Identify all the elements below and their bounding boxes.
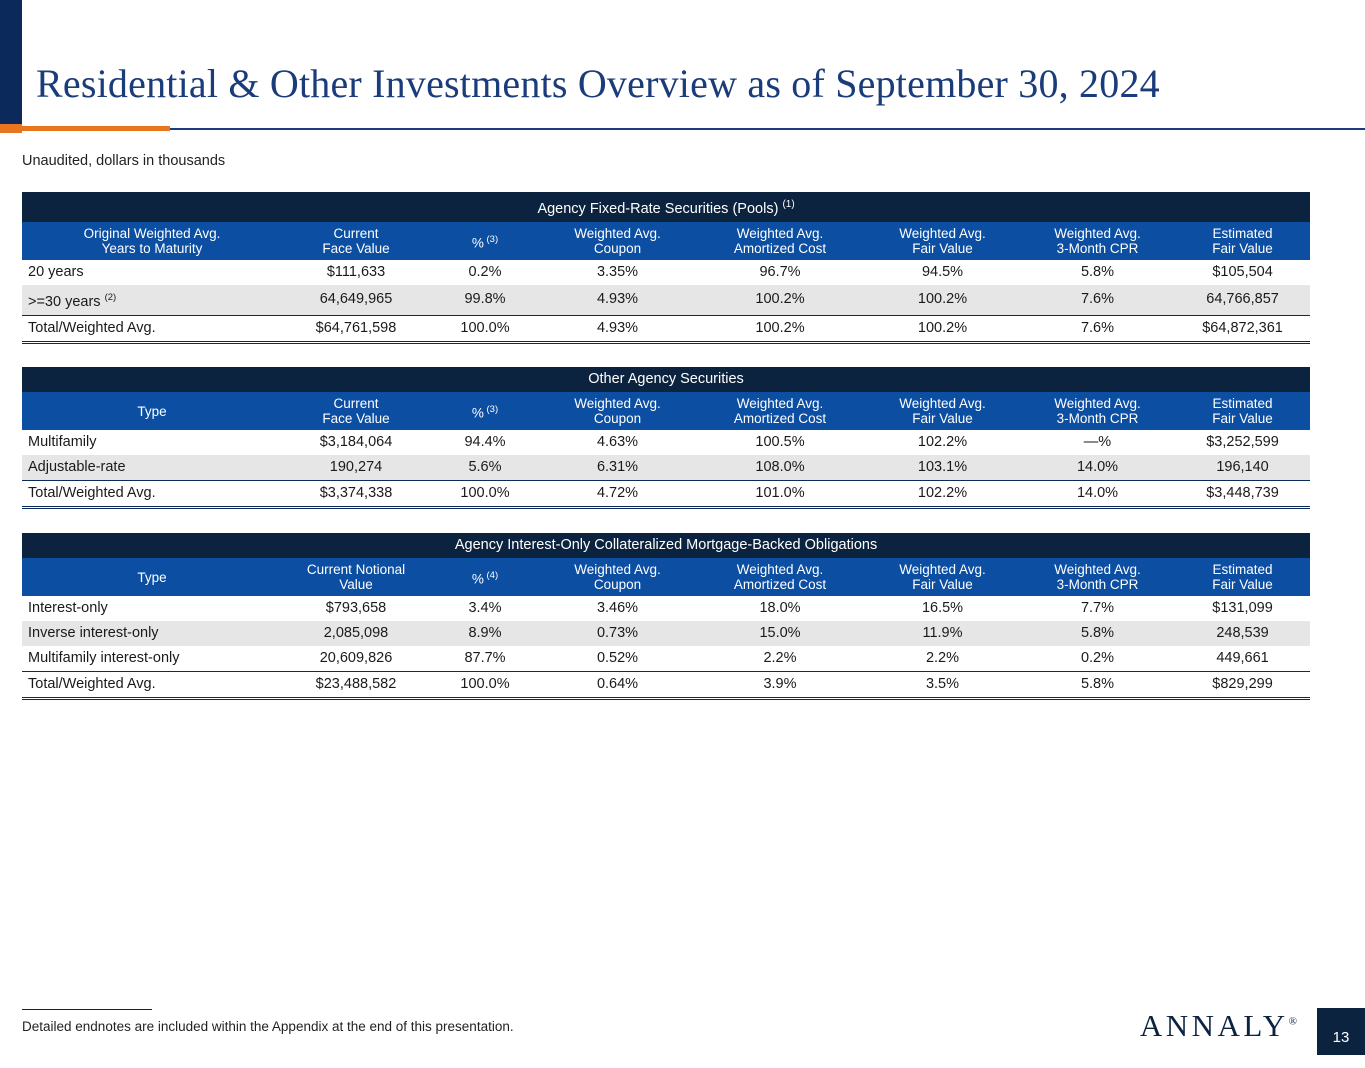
table-cell: $23,488,582 bbox=[282, 672, 430, 699]
table-row bbox=[22, 596, 1310, 621]
table-header-row bbox=[22, 392, 1310, 430]
table-cell: 100.2% bbox=[865, 315, 1020, 342]
column-header: Weighted Avg. Fair Value bbox=[865, 392, 1020, 430]
table-cell: 3.35% bbox=[596, 263, 639, 280]
table-cell: $793,658 bbox=[325, 600, 387, 616]
table-cell: 102.2% bbox=[917, 434, 968, 450]
table-cell: 100.2% bbox=[695, 285, 865, 315]
table-cell: 3.46% bbox=[596, 600, 639, 616]
column-header: Weighted Avg. Coupon bbox=[540, 392, 695, 430]
table-cell: 190,274 bbox=[282, 455, 430, 481]
table-cell: $3,374,338 bbox=[282, 481, 430, 508]
table-row bbox=[22, 646, 1310, 672]
title-side-bar-accent bbox=[0, 124, 22, 133]
table-cell: $64,761,598 bbox=[282, 315, 430, 342]
row-label: Multifamily bbox=[28, 434, 97, 450]
column-header: Weighted Avg. 3-Month CPR bbox=[1020, 392, 1175, 430]
table-cell: —% bbox=[1083, 434, 1112, 450]
table-cell: 20,609,826 bbox=[319, 650, 393, 666]
page-number-badge: 13 bbox=[1317, 1008, 1365, 1055]
table-cell: $3,448,739 bbox=[1175, 481, 1310, 508]
column-header: Weighted Avg. Coupon bbox=[540, 222, 695, 260]
table-cell: 14.0% bbox=[1020, 455, 1175, 481]
table-cell: 4.93% bbox=[540, 315, 695, 342]
annaly-logo-text: ANNALY bbox=[1139, 1008, 1289, 1043]
table-cell: 196,140 bbox=[1175, 455, 1310, 481]
table-cell: 0.52% bbox=[596, 650, 639, 666]
table-cell: $3,252,599 bbox=[1206, 434, 1279, 450]
column-header: Current Face Value bbox=[282, 392, 430, 430]
table-cell: 18.0% bbox=[759, 600, 801, 616]
table-cell: 7.6% bbox=[1020, 285, 1175, 315]
table-band-title-row bbox=[22, 192, 1310, 222]
column-header: Weighted Avg. 3-Month CPR bbox=[1020, 222, 1175, 260]
table-cell: 0.64% bbox=[540, 672, 695, 699]
table-cell: 94.5% bbox=[921, 263, 964, 280]
column-header: Weighted Avg. Fair Value bbox=[865, 558, 1020, 596]
column-header: Current Notional Value bbox=[282, 558, 430, 596]
row-label: Inverse interest-only bbox=[22, 621, 282, 646]
table-cell: $829,299 bbox=[1175, 672, 1310, 699]
table-cell: 15.0% bbox=[695, 621, 865, 646]
row-label: >=30 years $^{(2)}$ bbox=[22, 285, 282, 315]
table-block-agency-fixed-rate bbox=[22, 192, 1310, 344]
column-header: Weighted Avg. Amortized Cost bbox=[695, 558, 865, 596]
column-header: Current Face Value bbox=[282, 222, 430, 260]
table-cell: 2.2% bbox=[763, 650, 797, 666]
registered-mark-icon: ® bbox=[1288, 1015, 1297, 1028]
table-cell: 5.8% bbox=[1020, 672, 1175, 699]
table-block-agency-interest-only bbox=[22, 533, 1310, 700]
table-cell: 108.0% bbox=[695, 455, 865, 481]
data-table bbox=[22, 192, 1310, 344]
table-cell: $64,872,361 bbox=[1175, 315, 1310, 342]
table-cell: 5.8% bbox=[1020, 621, 1175, 646]
table-cell: 6.31% bbox=[540, 455, 695, 481]
table-cell: 16.5% bbox=[921, 600, 964, 616]
table-cell: 5.6% bbox=[430, 455, 540, 481]
table-title: Other Agency Securities bbox=[22, 367, 1310, 392]
table-total-row bbox=[22, 481, 1310, 508]
table-cell: 94.4% bbox=[464, 434, 506, 450]
table-cell: 100.0% bbox=[430, 481, 540, 508]
table-cell: 8.9% bbox=[430, 621, 540, 646]
table-row bbox=[22, 285, 1310, 315]
table-cell: 3.4% bbox=[468, 600, 502, 616]
table-cell: 3.9% bbox=[695, 672, 865, 699]
table-cell: 100.0% bbox=[430, 672, 540, 699]
table-cell: 0.73% bbox=[540, 621, 695, 646]
table-cell: 96.7% bbox=[759, 263, 801, 280]
table-cell: 4.93% bbox=[540, 285, 695, 315]
column-header: Weighted Avg. Amortized Cost bbox=[695, 222, 865, 260]
footnote-marker: (4) bbox=[483, 569, 499, 581]
column-header: Weighted Avg. 3-Month CPR bbox=[1020, 558, 1175, 596]
table-cell: 0.2% bbox=[1080, 650, 1115, 666]
annaly-logo bbox=[1140, 1008, 1297, 1044]
column-header: Type bbox=[22, 558, 282, 596]
footnote-marker: (3) bbox=[483, 403, 499, 415]
footer-divider bbox=[22, 1009, 152, 1010]
table-cell: 4.72% bbox=[540, 481, 695, 508]
table-cell: 4.63% bbox=[596, 434, 639, 450]
title-area bbox=[22, 0, 1365, 130]
column-header: Weighted Avg. Coupon bbox=[540, 558, 695, 596]
table-title: Agency Fixed-Rate Securities (Pools) $^{(1)}$ bbox=[22, 192, 1310, 222]
table-cell: 100.0% bbox=[430, 315, 540, 342]
table-cell: 3.5% bbox=[865, 672, 1020, 699]
row-label: Total/Weighted Avg. bbox=[22, 672, 282, 699]
table-header-row bbox=[22, 222, 1310, 260]
table-row bbox=[22, 430, 1310, 455]
table-cell: 87.7% bbox=[464, 650, 506, 666]
table-cell: 7.7% bbox=[1080, 600, 1115, 616]
table-title: Agency Interest-Only Collateralized Mortgage-Backed Obligations bbox=[22, 533, 1310, 558]
column-header: % $^{(4)}$ bbox=[430, 558, 540, 596]
table-cell: $131,099 bbox=[1212, 600, 1273, 616]
table-header-row bbox=[22, 558, 1310, 596]
table-cell: 5.8% bbox=[1080, 263, 1115, 280]
row-label: Adjustable-rate bbox=[22, 455, 282, 481]
column-header: Original Weighted Avg. Years to Maturity bbox=[22, 222, 282, 260]
data-table bbox=[22, 533, 1310, 700]
table-cell: 14.0% bbox=[1020, 481, 1175, 508]
column-header: Estimated Fair Value bbox=[1175, 222, 1310, 260]
table-band-title-row bbox=[22, 533, 1310, 558]
header-rule-blue bbox=[170, 128, 1365, 130]
table-cell: $111,633 bbox=[326, 263, 386, 280]
table-cell: 248,539 bbox=[1175, 621, 1310, 646]
table-cell: 101.0% bbox=[695, 481, 865, 508]
table-row bbox=[22, 621, 1310, 646]
table-cell: 64,766,857 bbox=[1175, 285, 1310, 315]
table-row bbox=[22, 260, 1310, 285]
table-cell: 11.9% bbox=[865, 621, 1020, 646]
table-cell: 100.2% bbox=[865, 285, 1020, 315]
title-side-bar bbox=[0, 0, 22, 130]
table-cell: 0.2% bbox=[468, 263, 502, 280]
column-header: % $^{(3)}$ bbox=[430, 392, 540, 430]
table-cell: 100.5% bbox=[755, 434, 805, 450]
table-total-row bbox=[22, 315, 1310, 342]
table-cell: 7.6% bbox=[1020, 315, 1175, 342]
table-cell: 100.2% bbox=[695, 315, 865, 342]
column-header: % $^{(3)}$ bbox=[430, 222, 540, 260]
table-band-title-row bbox=[22, 367, 1310, 392]
row-label: Total/Weighted Avg. bbox=[22, 481, 282, 508]
column-header: Estimated Fair Value bbox=[1175, 392, 1310, 430]
table-cell: 99.8% bbox=[430, 285, 540, 315]
row-label: Multifamily interest-only bbox=[28, 650, 180, 666]
table-cell: 64,649,965 bbox=[282, 285, 430, 315]
header-rule-orange bbox=[22, 126, 170, 131]
table-block-other-agency bbox=[22, 367, 1310, 509]
column-header: Estimated Fair Value bbox=[1175, 558, 1310, 596]
footnote-marker: (2) bbox=[104, 291, 117, 303]
footnote-marker: (1) bbox=[782, 199, 795, 210]
table-cell: 102.2% bbox=[865, 481, 1020, 508]
table-cell: 2.2% bbox=[925, 650, 960, 666]
column-header: Weighted Avg. Fair Value bbox=[865, 222, 1020, 260]
table-cell: $3,184,064 bbox=[319, 434, 393, 450]
page-title: Residential & Other Investments Overview as of September 30, 2024 bbox=[36, 61, 1160, 106]
unit-note: Unaudited, dollars in thousands bbox=[22, 153, 226, 169]
footnote-marker: (3) bbox=[483, 233, 499, 245]
table-cell: 103.1% bbox=[865, 455, 1020, 481]
column-header: Type bbox=[22, 392, 282, 430]
table-cell: $105,504 bbox=[1212, 263, 1273, 280]
table-row bbox=[22, 455, 1310, 481]
row-label: Interest-only bbox=[28, 600, 108, 616]
column-header: Weighted Avg. Amortized Cost bbox=[695, 392, 865, 430]
data-table bbox=[22, 367, 1310, 509]
footer-note: Detailed endnotes are included within the Appendix at the end of this presentation. bbox=[22, 1019, 514, 1034]
row-label: 20 years bbox=[28, 263, 84, 280]
table-cell: 2,085,098 bbox=[282, 621, 430, 646]
table-total-row bbox=[22, 672, 1310, 699]
row-label: Total/Weighted Avg. bbox=[22, 315, 282, 342]
table-cell: 449,661 bbox=[1216, 650, 1269, 666]
